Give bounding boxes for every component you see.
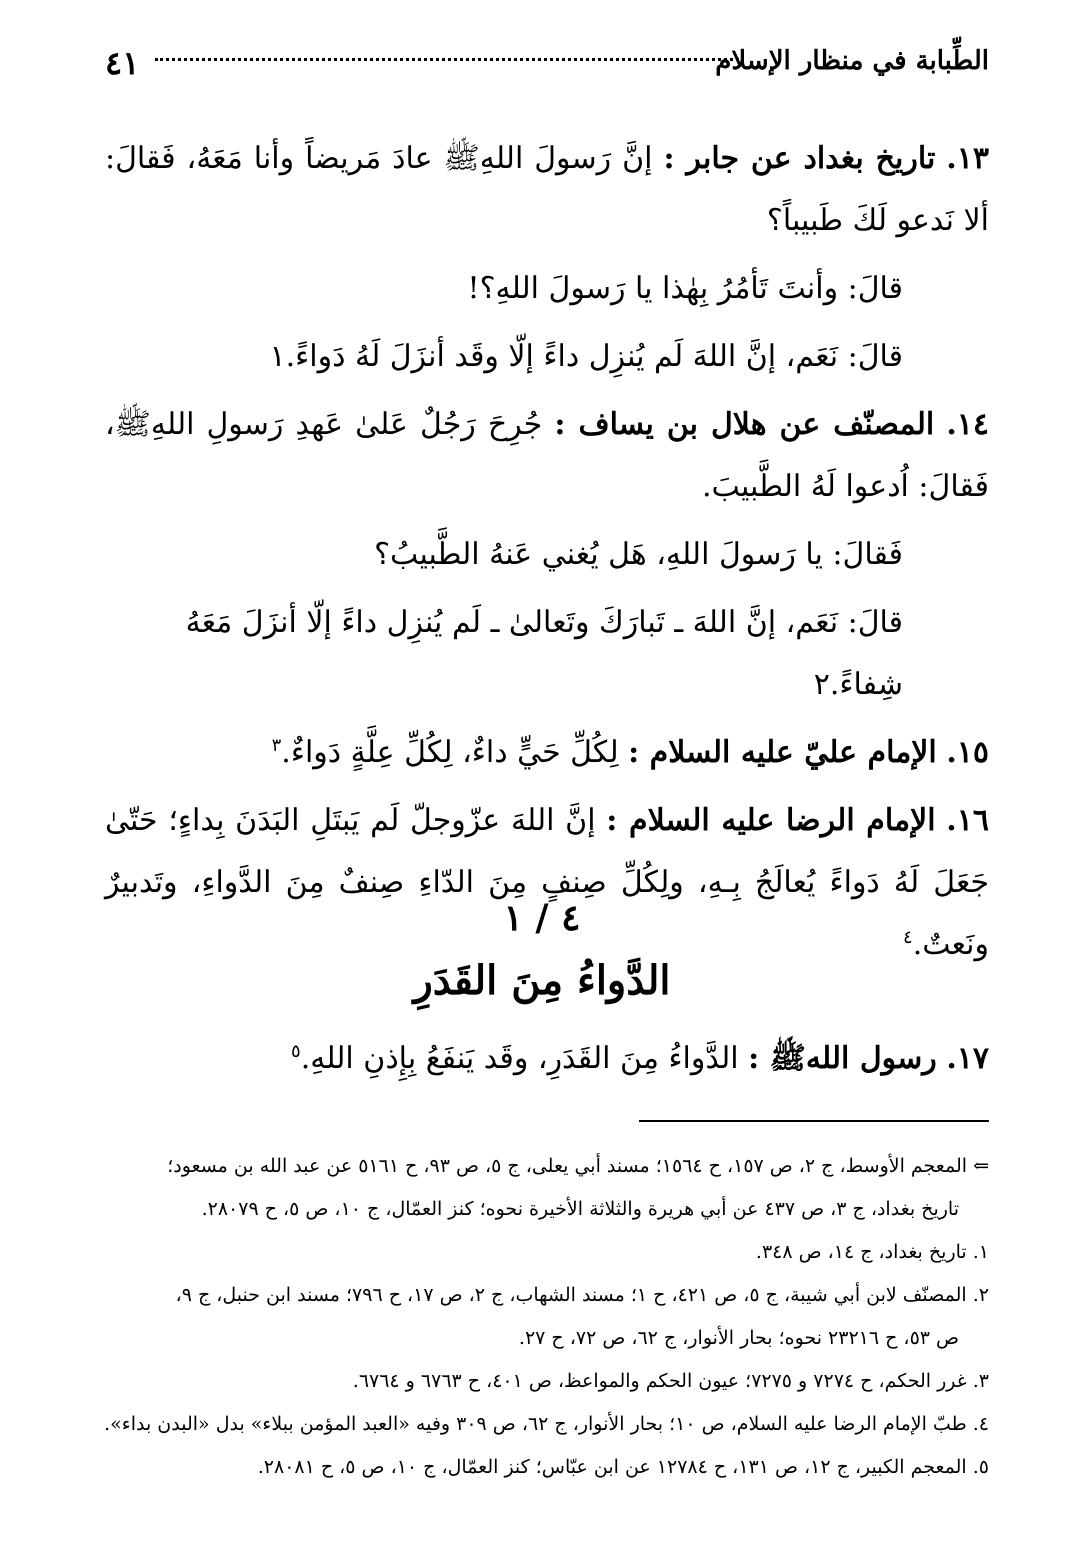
footnote-line: ⇐ المعجم الأوسط، ج ٢، ص ١٥٧، ح ١٥٦٤؛ مسند أبي يعلى، ج ٥، ص ٩٣، ح ٥١٦١ عن عبد الله بن مسعود؛	[167, 1155, 989, 1177]
hadith-reply	[105, 592, 989, 716]
section-heading	[0, 890, 1084, 1016]
hadith-source: الإمام عليّ عليه السلام :	[628, 735, 937, 770]
reply-text: قالَ: نَعَم، إنَّ اللهَ لَم يُنزِل داءً إلّا وقَد أنزَلَ لَهُ دَواءً.	[285, 339, 903, 374]
footnote-line: ٥. المعجم الكبير، ج ١٢، ص ١٣١، ح ١٢٧٨٤ عن ابن عبّاس؛ كنز العمّال، ج ١٠، ص ٥، ح ٢٨٠٨١.	[257, 1456, 989, 1478]
hadith-source: تاريخ بغداد عن جابر :	[663, 141, 936, 176]
header-dot-leader	[155, 58, 739, 61]
hadith-number: ١٤.	[946, 407, 989, 442]
footnote-line: ٣. غرر الحكم، ح ٧٢٧٤ و ٧٢٧٥؛ عيون الحكم والمواعظ، ص ٤٠١، ح ٦٧٦٣ و ٦٧٦٤.	[352, 1370, 989, 1392]
hadith-entry	[105, 1028, 989, 1090]
section-number: ٤ / ١	[503, 897, 581, 939]
footnote-ref[interactable]: ٢	[813, 667, 830, 702]
reply-text: قالَ: وأنتَ تَأمُرُ بِهٰذا يا رَسولَ اللهِ؟!	[467, 271, 903, 306]
main-text	[105, 128, 989, 982]
hadith-text: إنَّ اللهَ عزّوجلّ لَم يَبتَلِ البَدَنَ بِداءٍ؛ حَتّىٰ جَعَلَ لَهُ دَواءً يُعالَجُ بِـهِ، ولِكُلِّ صِنفٍ مِنَ الدّاءِ صِنفٌ مِنَ الدَّواءِ، وتَدبيرٌ ونَعتٌ.	[105, 803, 989, 962]
hadith-text: جُرِحَ رَجُلٌ عَلىٰ عَهدِ رَسولِ اللهِﷺ، فَقالَ: اُدعوا لَهُ الطَّبيبَ.	[105, 407, 989, 504]
footnotes	[105, 1145, 989, 1489]
hadith-reply	[105, 258, 989, 320]
main-text-continued	[105, 1028, 989, 1096]
hadith-text: لِكُلِّ حَيٍّ داءٌ، لِكُلِّ عِلَّةٍ دَواءٌ.	[281, 735, 619, 770]
hadith-source: المصنّف عن هلال بن يساف :	[554, 407, 935, 442]
hadith-number: ١٣.	[946, 141, 989, 176]
hadith-entry	[105, 394, 989, 518]
reply-text: قالَ: نَعَم، إنَّ اللهَ ـ تَبارَكَ وتَعالىٰ ـ لَم يُنزِل داءً إلّا أنزَلَ مَعَهُ شِفاءً.	[185, 605, 903, 702]
reply-text: فَقالَ: يا رَسولَ اللهِ، هَل يُغني عَنهُ الطَّبيبُ؟	[374, 537, 903, 572]
hadith-entry	[105, 722, 989, 784]
hadith-source: الإمام الرضا عليه السلام :	[606, 803, 936, 838]
hadith-number: ١٥.	[946, 735, 989, 770]
running-title: الطِّبابة في منظار الإسلام	[715, 46, 989, 76]
footnote-line: ٤. طبّ الإمام الرضا عليه السلام، ص ١٠؛ بحار الأنوار، ج ٦٢، ص ٣٠٩ وفيه «العبد المؤمن ببلاء» بدل «البدن بداء».	[104, 1413, 989, 1435]
hadith-entry	[105, 128, 989, 252]
footnote-ref[interactable]: ٤	[903, 927, 913, 948]
hadith-reply	[105, 326, 989, 388]
footnote-ref[interactable]: ٣	[271, 735, 282, 756]
hadith-source: رسول اللهﷺ :	[748, 1041, 937, 1076]
footnote-ref[interactable]: ١	[269, 339, 286, 374]
running-header	[105, 38, 989, 84]
footnote-line: ٢. المصنّف لابن أبي شيبة، ج ٥، ص ٤٢١، ح ١؛ مسند الشهاب، ج ٢، ص ١٧، ح ٧٩٦؛ مسند ابن حنبل، ج ٩،	[175, 1284, 989, 1306]
footnote-ref[interactable]: ٥	[291, 1041, 301, 1062]
footnote-line: تاريخ بغداد، ج ٣، ص ٤٣٧ عن أبي هريرة والثلاثة الأخيرة نحوه؛ كنز العمّال، ج ١٠، ص ٥، ح ٢٨٠٧٩.	[201, 1198, 959, 1220]
footnote-divider	[639, 1120, 989, 1122]
footnote-line: ص ٥٣، ح ٢٣٢١٦ نحوه؛ بحار الأنوار، ج ٦٢، ص ٧٢، ح ٢٧.	[518, 1327, 959, 1349]
hadith-text: الدَّواءُ مِنَ القَدَرِ، وقَد يَنفَعُ بِإِذنِ اللهِ.	[300, 1041, 739, 1076]
footnote-line: ١. تاريخ بغداد، ج ١٤، ص ٣٤٨.	[755, 1241, 989, 1263]
hadith-reply	[105, 524, 989, 586]
hadith-number: ١٧.	[946, 1041, 989, 1076]
hadith-number: ١٦.	[946, 803, 989, 838]
hadith-text: إنَّ رَسولَ اللهِﷺ عادَ مَريضاً وأنا مَعَهُ، فَقالَ: ألا نَدعو لَكَ طَبيباً؟	[105, 141, 989, 238]
page-number: ٤١	[105, 44, 140, 82]
section-title: الدَّواءُ مِنَ القَدَرِ	[413, 957, 671, 1004]
